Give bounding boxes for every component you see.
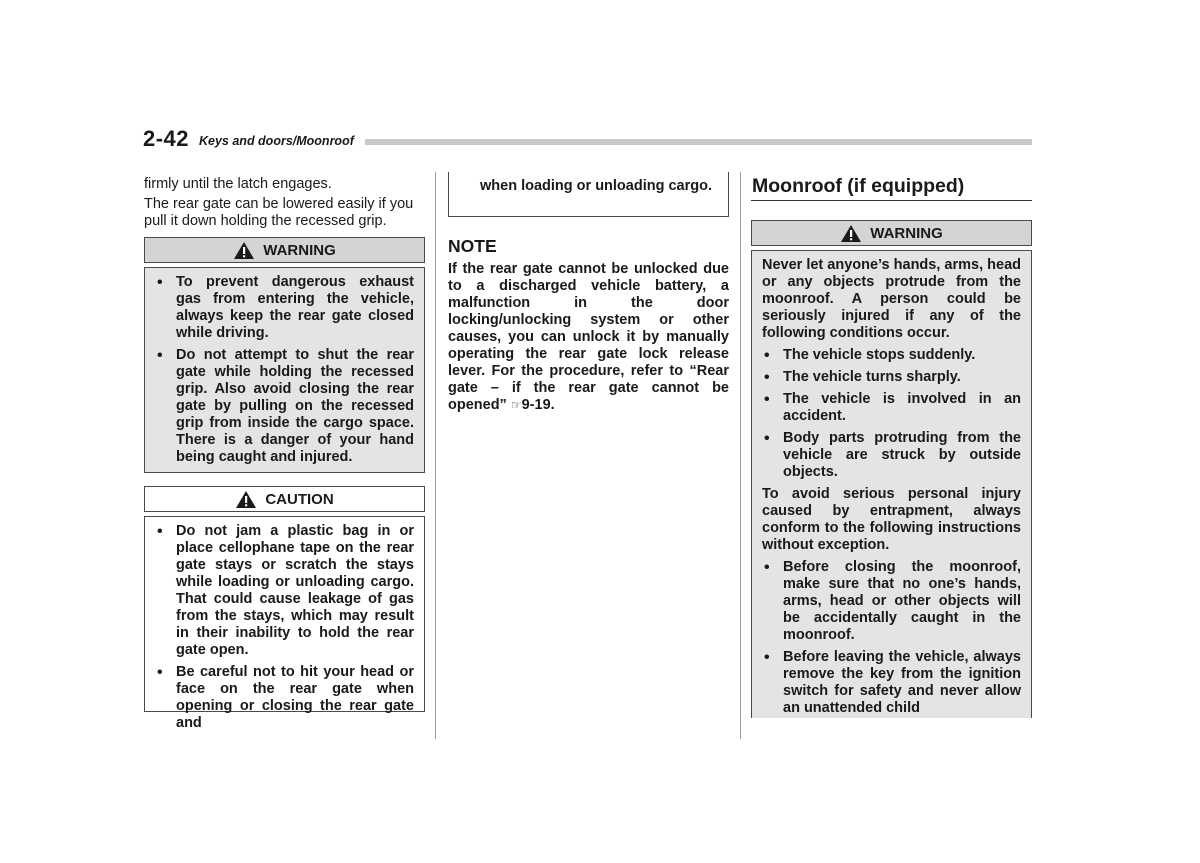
warning-triangle-icon (235, 490, 257, 509)
warning-header (144, 237, 425, 263)
warning-box (144, 237, 425, 473)
warning-triangle-icon (840, 224, 862, 243)
list-item: • The vehicle turns sharply. (764, 369, 961, 386)
caution-header (144, 486, 425, 512)
paragraph: firmly until the latch engages. (144, 176, 332, 192)
pointing-hand-icon: ☞ (510, 398, 522, 412)
list-item: • Body parts protruding from the vehicle are struck by outside objects. (764, 430, 1021, 480)
list-item: • The vehicle stops suddenly. (764, 347, 976, 364)
paragraph: The rear gate can be lowered easily if you pull it down holding the recessed grip. (144, 196, 414, 229)
warning-body (144, 267, 425, 473)
page-number: 2-42 (143, 126, 190, 151)
list-item: • Do not attempt to shut the rear gate while holding the recessed grip. Also avoid closing the rear gate by pulling on the recessed grip from inside the cargo space. There is a danger of your hand being caught and injured. (157, 347, 414, 465)
section-title: Keys and doors/Moonroof (199, 134, 354, 148)
note-text: If the rear gate cannot be unlocked due to a discharged vehicle battery, a malfunction in the door locking/unlocking system or other causes, you can unlock it by manually operating the rear gate lock release lever. For the procedure, refer to “Rear gate – if the rear gate cannot be opened” (448, 261, 729, 413)
list-item: • Do not jam a plastic bag in or place cellophane tape on the rear gate stays or scratch the stays while loading or unloading cargo. That could cause leakage of gas from the stays, which may result in their inability to hold the rear gate open. (157, 523, 414, 658)
warning-label: WARNING (263, 241, 336, 259)
header-rule (365, 139, 1032, 145)
moonroof-warning-box (751, 220, 1032, 718)
warning-label: WARNING (870, 224, 943, 242)
warning-header (751, 220, 1032, 246)
warning-intro: Never let anyone’s hands, arms, head or any objects protrude from the moonroof. A person could be seriously injured if any of the following conditions occur. (762, 257, 1021, 341)
caution-label: CAUTION (265, 490, 334, 508)
list-item: • To prevent dangerous exhaust gas from entering the vehicle, always keep the rear gate closed while driving. (157, 274, 414, 341)
list-item: • The vehicle is involved in an accident. (764, 391, 1021, 424)
page-reference: 9-19. (521, 397, 555, 413)
list-item: • Before closing the moonroof, make sure that no one’s hands, arms, head or other objects will be accidentally caught in the moonroof. (764, 559, 1021, 643)
caution-box (144, 486, 425, 731)
note-body (448, 261, 729, 414)
warning-body (751, 250, 1032, 718)
moonroof-title: Moonroof (if equipped) (752, 175, 965, 197)
title-rule (751, 200, 1032, 201)
column-divider (435, 172, 436, 739)
note-title: NOTE (448, 236, 497, 256)
warning-triangle-icon (233, 241, 255, 260)
column-1 (144, 176, 425, 230)
caution-body (144, 516, 425, 731)
list-item: • Be careful not to hit your head or face on the rear gate when opening or closing the rear gate and (157, 664, 414, 731)
caution-continued: when loading or unloading cargo. (448, 172, 729, 217)
warning-instruction: To avoid serious personal injury caused by entrapment, always conform to the following instructions without exception. (762, 486, 1021, 553)
column-divider (740, 172, 741, 739)
list-item: • Before leaving the vehicle, always remove the key from the ignition switch for safety and never allow an unattended child (764, 649, 1021, 716)
